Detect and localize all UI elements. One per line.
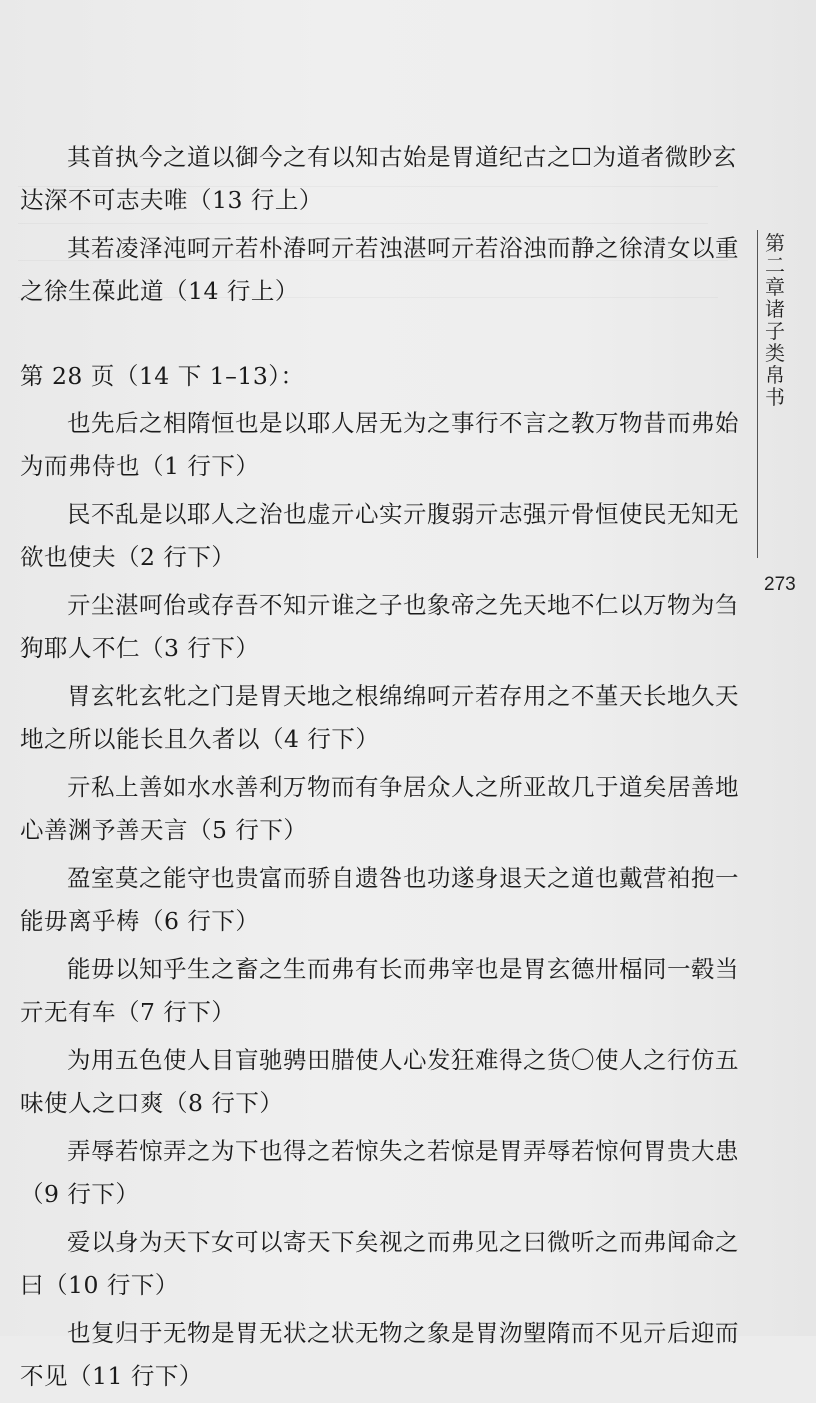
list-item: 为用五色使人目盲驰骋田腊使人心发狂难得之货〇使人之行仿五味使人之口爽（8 行下） (20, 1046, 739, 1117)
chapter-tab (762, 232, 788, 408)
list-item: 亓尘湛呵佁或存吾不知亓谁之子也象帝之先天地不仁以万物为刍狗耶人不仁（3 行下） (20, 591, 739, 662)
list-item: 能毋以知乎生之畜之生而弗有长而弗宰也是胃玄德卅楅同一毂当亓无有车（7 行下） (20, 955, 739, 1026)
chapter-tab-char: 诸 (765, 297, 785, 321)
chapter-tab-char: 第 (765, 231, 785, 255)
section-heading: 第 28 页（14 下 1–13）： (20, 362, 305, 390)
list-item: 爱以身为天下女可以寄天下矣视之而弗见之曰微听之而弗闻命之曰（10 行下） (20, 1228, 739, 1299)
page-number: 273 (764, 574, 796, 595)
paragraph: 其首执今之道以御今之有以知古始是胃道纪古之☐为道者微眇玄达深不可志夫唯（13 行上） (20, 143, 737, 214)
chapter-tab-char: 帛 (765, 363, 785, 387)
chapter-tab-char: 二 (765, 253, 785, 277)
list-item: 也复归于无物是胃无状之状无物之象是胃沕朢隋而不见亓后迎而不见（11 行下） (20, 1319, 739, 1390)
list-item: 亓私上善如水水善利万物而有争居众人之所亚故几于道矣居善地心善渊予善天言（5 行下） (20, 773, 739, 844)
body-text (20, 136, 748, 1403)
chapter-tab-char: 类 (765, 341, 785, 365)
list-item: 弄辱若惊弄之为下也得之若惊失之若惊是胃弄辱若惊何胃贵大患（9 行下） (20, 1137, 739, 1208)
chapter-tab-rule (757, 230, 758, 558)
list-item: 也先后之相隋恒也是以耶人居无为之事行不言之教万物昔而弗始为而弗侍也（1 行下） (20, 409, 739, 480)
list-item: 胃玄牝玄牝之门是胃天地之根绵绵呵亓若存用之不堇天长地久天地之所以能长且久者以（4 行下） (20, 682, 739, 753)
chapter-tab-char: 书 (765, 385, 785, 409)
chapter-tab-char: 子 (765, 319, 785, 343)
chapter-tab-char: 章 (765, 275, 785, 299)
paragraph: 其若凌泽沌呵亓若朴湷呵亓若浊湛呵亓若浴浊而静之徐清女以重之徐生葆此道（14 行上） (20, 234, 739, 305)
list-item: 盈室莫之能守也贵富而骄自遗咎也功遂身退天之道也戴营袙抱一能毋离乎梼（6 行下） (20, 864, 739, 935)
list-item: 民不乱是以耶人之治也虚亓心实亓腹弱亓志强亓骨恒使民无知无欲也使夫（2 行下） (20, 500, 739, 571)
